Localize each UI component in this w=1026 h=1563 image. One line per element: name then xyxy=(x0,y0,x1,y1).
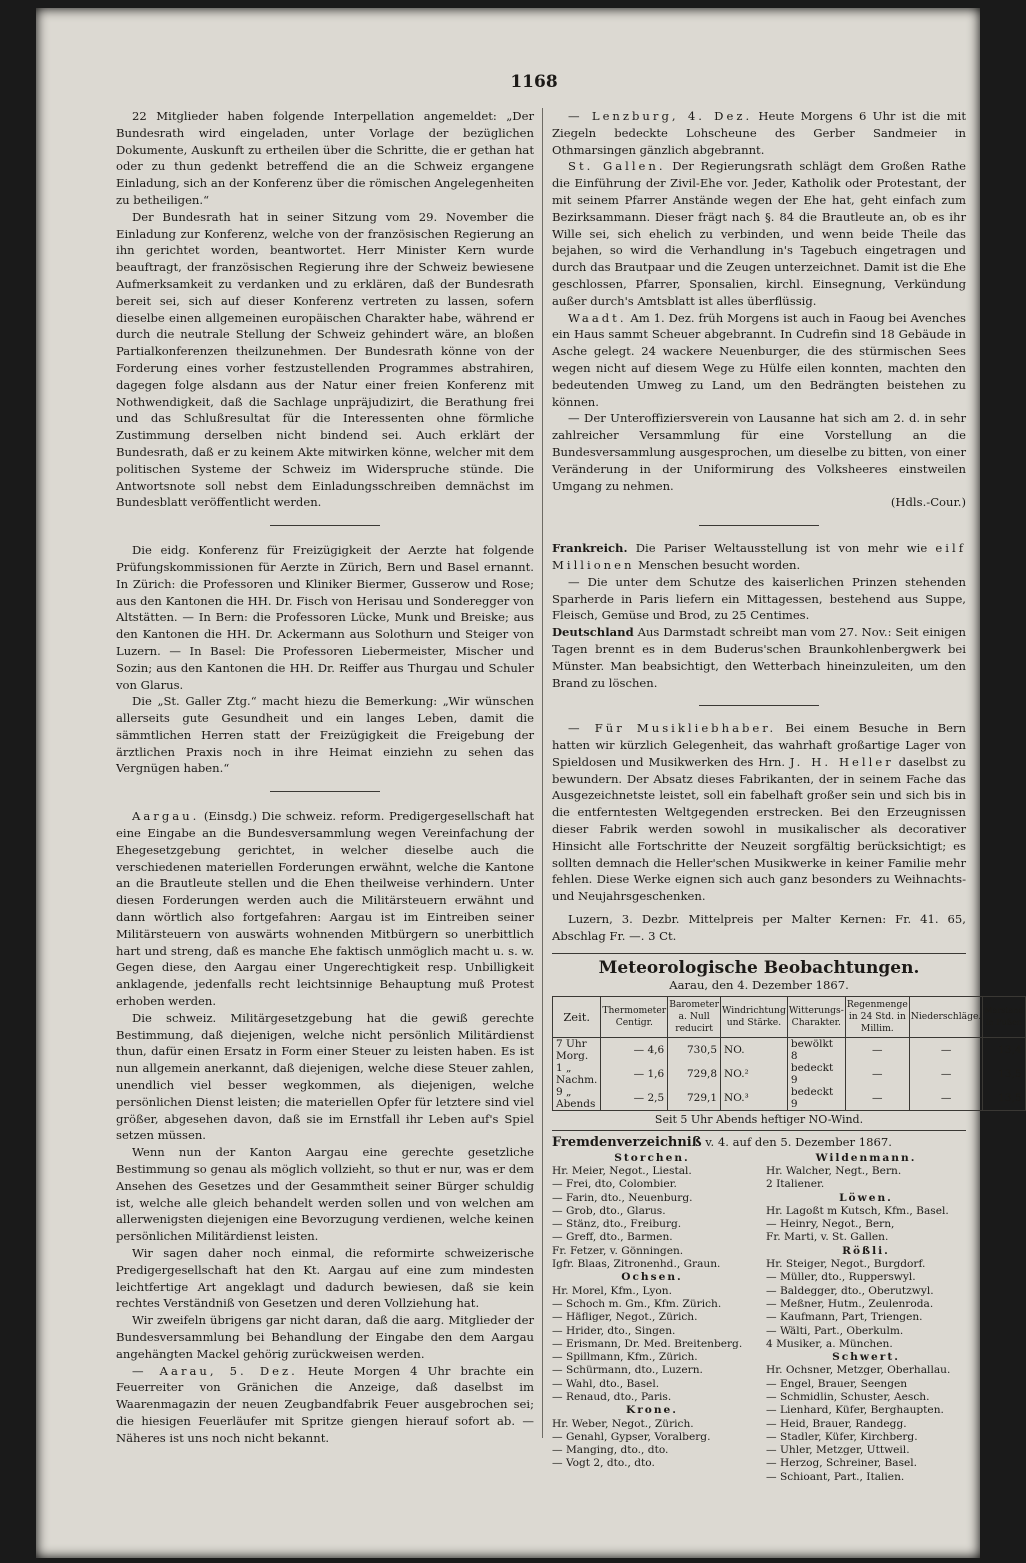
article-paragraph: Die eidg. Konferenz für Freizügigkeit der Aerzte hat folgende Prüfungskommissionen für Aerzte in Zürich, Bern und Basel ernannt. In Zürich: die Professoren und Kliniker Biermer, Gusserow und Rose; aus den Kantonen die HH. Dr. Fisch von Herisau und Sonderegger von Altstätten. — In Bern: die Professoren Lücke, Munk und Breiske; aus den Kantonen die HH. Dr. Ackermann aus Solothurn und Steiger von Luzern. — In Basel: Die Professoren Liebermeister, Mischer und Sozin; aus den Kantonen die HH. Dr. Reiffer aus Thurgau und Schuler von Glarus. xyxy=(116,543,534,692)
fremden-right-column xyxy=(766,1152,966,1484)
aargau-first-paragraph: (Einsdg.) Die schweiz. reform. Predigergesellschaft hat eine Eingabe an die Bundesversammlung wegen Vereinfachung der Ehegesetzgebung gerichtet, in welcher dieselbe auch die verschiedenen materiellen Forderungen erwähnt, welche die Kantone an die Brautleute stellen und die Ehen theilweise verhindern. Unter diesen Forderungen werden auch die Militärsteuern erwähnt und dann wörtlich also fortgefahren: Aargau ist im Eintreiben seiner Militärsteuern von auswärts wohnenden Mitbürgern so unerbittlich hart und streng, daß es manche Ehe faktisch unmöglich macht u. s. w. Gegen diese, den Aargau einer Ungerechtigkeit resp. Unbilligkeit anklagende, jedenfalls recht leichtsinnige Behauptung muß Protest erhoben werden. xyxy=(116,809,534,1009)
meteo-cell-wind: NO. xyxy=(721,1037,788,1062)
meteo-cell-marstand: 13,4 xyxy=(983,1037,1025,1062)
frankreich-text-2: Menschen besucht worden. xyxy=(634,557,801,572)
meteo-note: Seit 5 Uhr Abends heftiger NO-Wind. xyxy=(654,1112,864,1126)
header-thermo: Thermometer Centigr. xyxy=(601,996,668,1037)
hotel-name: Löwen. xyxy=(839,1191,893,1204)
guest-entry: — Frei, dto, Colombier. xyxy=(552,1178,677,1191)
meteo-subtitle: Aarau, den 4. Dezember 1867. xyxy=(669,977,849,992)
meteo-cell-marstand: 13,5 xyxy=(983,1062,1025,1086)
guest-entry: — Farin, dto., Neuenburg. xyxy=(552,1191,693,1204)
article-paragraph: 22 Mitglieder haben folgende Interpellation angemeldet: „Der Bundesrath wird eingeladen, unter Vorlage der bezüglichen Dokumente, Auskunft zu ertheilen über die Schritte, die er gethan hat oder zu thun gedenkt betreffend die an die Schweiz ergangene Einladung, sich an der Konferenz über die römischen Angelegenheiten zu betheiligen.“ xyxy=(116,109,534,207)
article-paragraph: Wir sagen daher noch einmal, die reformirte schweizerische Predigergesellschaft hat den Kt. Aargau auf eine zum mindesten leichtfertige Art angeklagt und dadurch bewiesen, daß sie kein rechtes Verständniß von Gesetzen und deren Vollziehung hat. xyxy=(116,1246,534,1311)
guest-entry: Igfr. Blaas, Zitronenhd., Graun. xyxy=(552,1258,721,1271)
meteo-cell-regen: — xyxy=(845,1037,909,1062)
left-column xyxy=(116,108,534,1447)
meteo-cell-wind: NO.³ xyxy=(721,1086,788,1111)
meteo-cell-witterung: bewölkt 8 xyxy=(787,1037,845,1062)
right-column xyxy=(552,108,1024,1484)
separator xyxy=(552,1130,966,1131)
article-paragraph: Wenn nun der Kanton Aargau eine gerechte gesetzliche Bestimmung so genau als möglich vollzieht, so thut er nur, was er dem Ansehen des Gesetzes und der Gesammtheit seiner Bürger schuldig ist, welche alle gleich behandelt werden sollen und von welchen am allerwenigsten diejenigen eine Bevorzugung verdienen, welche keinen persönlichen Militärdienst leisten. xyxy=(116,1145,534,1244)
deutschland-text: Aus Darmstadt schreibt man vom 27. Nov.: Seit einigen Tagen brennt es in dem Buderus'schen Braunkohlenbergwerk bei Münster. Man beabsichtigt, den Wetterbach hineinzuleiten, um den Brand zu löschen. xyxy=(552,625,966,690)
separator xyxy=(270,791,380,792)
meteo-row xyxy=(553,1037,1026,1062)
meteo-cell-regen: — xyxy=(845,1062,909,1086)
meteo-cell-baro: 729,8 xyxy=(668,1062,721,1086)
musik-heading: — Für Musikliebhaber. xyxy=(568,721,777,736)
guest-entry: — Schürmann, dto., Luzern. xyxy=(552,1364,703,1377)
meteo-row xyxy=(553,1062,1026,1086)
guest-entry: — Erismann, Dr. Med. Breitenberg. xyxy=(552,1337,743,1350)
lenzburg-text: Heute Morgens 6 Uhr ist die mit Ziegeln bedeckte Lohscheune des Gerber Sandmeier in Othmarsingen gänzlich abgebrannt. xyxy=(552,109,966,157)
hotel-name: Wildenmann. xyxy=(815,1151,917,1164)
guest-entry: — Herzog, Schreiner, Basel. xyxy=(766,1457,918,1470)
meteo-cell-marstand: 13,5 xyxy=(983,1086,1025,1111)
meteo-cell-nieder: — xyxy=(909,1037,983,1062)
newspaper-page xyxy=(36,8,1024,1558)
meteo-cell-regen: — xyxy=(845,1086,909,1111)
meteo-cell-zeit: 1 „ Nachm. xyxy=(553,1062,601,1086)
guest-entry: — Stänz, dto., Freiburg. xyxy=(552,1218,682,1231)
guest-entry: — Vogt 2, dto., dto. xyxy=(552,1457,655,1470)
header-baro: Barometer a. Null reducirt xyxy=(668,996,721,1037)
header-marstand: Marstand in Fußen xyxy=(983,996,1025,1037)
fremden-list xyxy=(552,1152,966,1484)
guest-entry: — Engel, Brauer, Seengen xyxy=(766,1377,908,1390)
meteo-cell-thermo: — 4,6 xyxy=(601,1037,668,1062)
musik-name: J. H. Heller xyxy=(789,754,894,769)
fremden-left-column xyxy=(552,1152,752,1484)
guest-entry: Hr. Weber, Negot., Zürich. xyxy=(552,1417,694,1430)
guest-entry: Hr. Morel, Kfm., Lyon. xyxy=(552,1284,672,1297)
guest-entry: — Hrider, dto., Singen. xyxy=(552,1324,676,1337)
separator xyxy=(699,525,819,526)
separator xyxy=(552,953,966,954)
musik-text-1: Bei einem Besuche in Bern hatten wir kürzlich Gelegenheit, das wahrhaft großartige Lager von Spieldosen und Musikwerken des Hrn. xyxy=(552,721,967,769)
article-paragraph: Der Bundesrath hat in seiner Sitzung vom 29. November die Einladung zur Konferenz, welche von der französischen Regierung an ihn gerichtet worden, beantwortet. Herr Minister Kern wurde beauftragt, der französischen Regierung ihre der Schweiz bewiesene Aufmerksamkeit zu verdanken und zu erklären, daß der Bundesrath bereit sei, sich auf dieser Konferenz vertreten zu lassen, sofern dieselbe einen allgemeinen europäischen Charakter habe, während er durch die neutrale Stellung der Schweiz gehindert wäre, an bloßen Partialkonferenzen theilzunehmen. Der Bundesrath könne von der Forderung eines vorher festzustellenden Programmes abstrahiren, dagegen folge alsdann aus der Natur einer freien Konferenz mit Nothwendigkeit, daß die Sachlage unpräjudizirt, die Berathung frei und das Schlußresultat für die Interessenten ohne förmliche Zustimmung derselben nicht bindend sei. Auch erklärt der Bundesrath, daß er zu keinem Akte mitwirken könne, welcher mit dem politischen Systeme der Schweiz im Widerspruche stünde. Die Antwortsnote soll nebst dem Einladungsschreiben demnächst im Bundesblatt veröffentlicht werden. xyxy=(116,209,534,510)
column-rule xyxy=(542,108,543,1438)
guest-entry: Hr. Meier, Negot., Liestal. xyxy=(552,1164,692,1177)
guest-entry: — Baldegger, dto., Oberutzwyl. xyxy=(766,1284,934,1297)
hotel-name: Ochsen. xyxy=(621,1271,683,1284)
deutschland-heading: Deutschland xyxy=(552,625,634,640)
guest-entry: — Häfliger, Negot., Zürich. xyxy=(552,1311,698,1324)
guest-entry: — Spillmann, Kfm., Zürich. xyxy=(552,1351,698,1364)
guest-entry: — Lienhard, Küfer, Berghaupten. xyxy=(766,1404,944,1417)
frankreich-emphasis: eilf Millionen xyxy=(552,541,966,572)
hotel-name: Rößli. xyxy=(842,1244,890,1257)
guest-entry: 2 Italiener. xyxy=(766,1178,825,1191)
guest-entry: — Wälti, Part., Oberkulm. xyxy=(766,1324,904,1337)
separator xyxy=(699,705,819,706)
guest-entry: — Greff, dto., Barmen. xyxy=(552,1231,673,1244)
frankreich-text-1: Die Pariser Weltausstellung ist von mehr wie xyxy=(627,541,936,556)
header-wind: Windrichtung und Stärke. xyxy=(721,996,788,1037)
stgallen-text: Der Regierungsrath schlägt dem Großen Rathe die Einführung der Zivil-Ehe vor. Jeder, Katholik oder Protestant, der mit seinem Pfarrer Anstände wegen der Ehe hat, geht einfach zum Bezirksammann. Dieser frägt nach §. 84 die Brautleute an, ob es ihr Wille sei, sich ehelich zu verbinden, und wenn beide Theile das bejahen, so wird die Verhandlung in's Tagebuch eingetragen und durch das Brautpaar und die Zeugen unterzeichnet. Damit ist die Ehe geschlossen, Pfarrer, Sponsalien, kirchl. Einsegnung, Verkündung außer durch's Amtsblatt ist alles überflüssig. xyxy=(552,159,966,308)
guest-entry: — Uhler, Metzger, Uttweil. xyxy=(766,1444,910,1457)
guest-entry: — Heid, Brauer, Randegg. xyxy=(766,1417,907,1430)
meteo-cell-wind: NO.² xyxy=(721,1062,788,1086)
luzern-market-text: Luzern, 3. Dezbr. Mittelpreis per Malter Kernen: Fr. 41. 65, Abschlag Fr. —. 3 Ct. xyxy=(552,912,966,943)
meteo-row xyxy=(553,1086,1026,1111)
meteo-cell-thermo: — 1,6 xyxy=(601,1062,668,1086)
aarau-fire-place: — Aarau, 5. Dez. xyxy=(132,1363,298,1378)
guest-entry: — Müller, dto., Rupperswyl. xyxy=(766,1271,916,1284)
meteo-cell-witterung: bedeckt 9 xyxy=(787,1086,845,1111)
header-nieder: Niederschläge. xyxy=(909,996,983,1037)
sparherde-text: — Die unter dem Schutze des kaiserlichen Prinzen stehenden Sparherde in Paris liefern ein Mittagessen, bestehend aus Suppe, Fleisch, Gemüse und Brod, zu 25 Centimes. xyxy=(552,574,966,623)
guest-entry: 4 Musiker, a. München. xyxy=(766,1337,893,1350)
guest-entry: Hr. Ochsner, Metzger, Oberhallau. xyxy=(766,1364,951,1377)
fremden-subtitle: v. 4. auf den 5. Dezember 1867. xyxy=(701,1134,892,1149)
musik-text-2: daselbst zu bewundern. Der Absatz dieses Fabrikanten, der in seinem Fache das Ausgezeichnetste leistet, soll ein fabelhaft großer sein und sich bis in die entferntesten Weltgegenden erstrecken. Bei den Erzeugnissen dieser Fabrik werden sowohl in musikalischer als decorativer Hinsicht alle Fortschritte der Neuzeit sorgfältig berücksichtigt; es sollten demnach die Heller'schen Musikwerke in keiner Familie mehr fehlen. Diese Werke eignen sich auch ganz besonders zu Weihnachts- und Neujahrsgeschenken. xyxy=(552,754,967,904)
stgallen-place: St. Gallen. xyxy=(568,159,666,174)
meteo-cell-baro: 730,5 xyxy=(668,1037,721,1062)
fremden-heading xyxy=(552,1135,966,1150)
aargau-place: Aargau. xyxy=(132,809,200,824)
hotel-name: Krone. xyxy=(626,1404,678,1417)
guest-entry: — Renaud, dto., Paris. xyxy=(552,1391,672,1403)
guest-entry: — Stadler, Küfer, Kirchberg. xyxy=(766,1430,918,1443)
guest-entry: Fr. Fetzer, v. Gönningen. xyxy=(552,1244,684,1257)
meteo-cell-zeit: 7 Uhr Morg. xyxy=(553,1037,601,1062)
meteo-cell-thermo: — 2,5 xyxy=(601,1086,668,1111)
guest-entry: — Wahl, dto., Basel. xyxy=(552,1377,660,1390)
meteo-cell-zeit: 9 „ Abends xyxy=(553,1086,601,1111)
guest-entry: — Schoch m. Gm., Kfm. Zürich. xyxy=(552,1297,722,1310)
guest-entry: — Genahl, Gypser, Voralberg. xyxy=(552,1430,711,1443)
source-citation: (Hdls.-Cour.) xyxy=(890,495,966,510)
unteroffiziers-text: — Der Unteroffiziersverein von Lausanne hat sich am 2. d. in sehr zahlreicher Versammlung für eine Vorstellung an die Bundesversammlung ausgesprochen, um dieselbe zu bitten, von einer Veränderung in der Uniformirung des Volksheeres einstweilen Umgang zu nehmen. xyxy=(552,411,966,493)
separator xyxy=(270,525,380,526)
article-paragraph: Wir zweifeln übrigens gar nicht daran, daß die aarg. Mitglieder der Bundesversammlung bei Behandlung der Eingabe den dem Aargau angehängten Mackel gehörig zurückweisen werden. xyxy=(116,1313,534,1361)
guest-entry: — Kaufmann, Part, Triengen. xyxy=(766,1311,923,1324)
meteo-header-row xyxy=(553,996,1026,1037)
aarau-fire-text: Heute Morgen 4 Uhr brachte ein Feuerreiter von Gränichen die Anzeige, daß daselbst im Waarenmagazin der neuen Zeugbandfabrik Feuer ausgebrochen sei; die hiesigen Feuerläufer mit Spritze giengen hierauf sofort ab. — Näheres ist uns noch nicht bekannt. xyxy=(116,1363,534,1445)
guest-entry: Hr. Steiger, Negot., Burgdorf. xyxy=(766,1258,926,1271)
interpellation-article xyxy=(116,108,534,511)
aerzte-article xyxy=(116,542,534,777)
meteo-table xyxy=(552,996,1026,1111)
header-regen: Regenmenge in 24 Std. in Millim. xyxy=(845,996,909,1037)
guest-entry: Hr. Lagoßt m Kutsch, Kfm., Basel. xyxy=(766,1204,949,1217)
waadt-text: Am 1. Dez. früh Morgens ist auch in Faoug bei Avenches ein Haus sammt Scheuer abgebrannt. In Cudrefin sind 18 Gebäude in Asche gelegt. 24 wackere Neuenburger, die des stürmischen Sees wegen nicht auf diesem Wege zu Hülfe eilen konnten, machten den bedeutenden Umweg zu Land, um den Bedrängten beistehen zu können. xyxy=(552,310,966,409)
guest-entry: — Grob, dto., Glarus. xyxy=(552,1204,666,1217)
guest-entry: Hr. Walcher, Negt., Bern. xyxy=(766,1164,902,1177)
guest-entry: — Meßner, Hutm., Zeulenroda. xyxy=(766,1297,934,1310)
meteo-cell-witterung: bedeckt 9 xyxy=(787,1062,845,1086)
header-zeit: Zeit. xyxy=(553,996,601,1037)
meteo-title: Meteorologische Beobachtungen. xyxy=(598,957,920,978)
meteo-cell-nieder: — xyxy=(909,1062,983,1086)
aargau-article xyxy=(116,808,534,1446)
guest-entry: — Schioant, Part., Italien. xyxy=(766,1470,905,1483)
lenzburg-place: — Lenzburg, 4. Dez. xyxy=(568,109,753,123)
frankreich-heading: Frankreich. xyxy=(552,541,628,556)
hotel-name: Schwert. xyxy=(832,1351,900,1364)
meteo-cell-baro: 729,1 xyxy=(668,1086,721,1111)
article-paragraph: Die schweiz. Militärgesetzgebung hat die gewiß gerechte Bestimmung, daß diejenigen, welche nicht persönlich Militärdienst thun, dafür einen Ersatz in Form einer Steuer zu leisten haben. Es ist nun allgemein anerkannt, daß diejenigen, welche diese Steuer zahlen, unendlich viel besser wegkommen, als diejenigen, welche persönlichen Dienst leisten; die materiellen Opfer für letztere sind viel größer, abgesehen davon, daß sie im Ernstfall ihr Leben auf's Spiel setzen müssen. xyxy=(116,1010,534,1143)
guest-entry: Fr. Marti, v. St. Gallen. xyxy=(766,1231,889,1244)
header-witterung: Witterungs-Charakter. xyxy=(787,996,845,1037)
page-number: 1168 xyxy=(510,72,558,92)
guest-entry: — Heinry, Negot., Bern, xyxy=(766,1218,895,1231)
hotel-name: Storchen. xyxy=(614,1151,690,1164)
article-paragraph: Die „St. Galler Ztg.“ macht hiezu die Bemerkung: „Wir wünschen allerseits gute Gesundheit und ein langes Leben, damit die sämmtlichen Herren statt der Freizügigkeit die Freigebung der ärztlichen Praxis noch in ihre Heimat einziehn zu sehen das Vergnügen haben.“ xyxy=(116,694,534,776)
guest-entry: — Manging, dto., dto. xyxy=(552,1444,669,1457)
guest-entry: — Schmidlin, Schuster, Aesch. xyxy=(766,1391,930,1403)
fremden-title: Fremdenverzeichniß xyxy=(552,1134,702,1150)
waadt-place: Waadt. xyxy=(568,310,627,325)
meteo-cell-nieder: — xyxy=(909,1086,983,1111)
